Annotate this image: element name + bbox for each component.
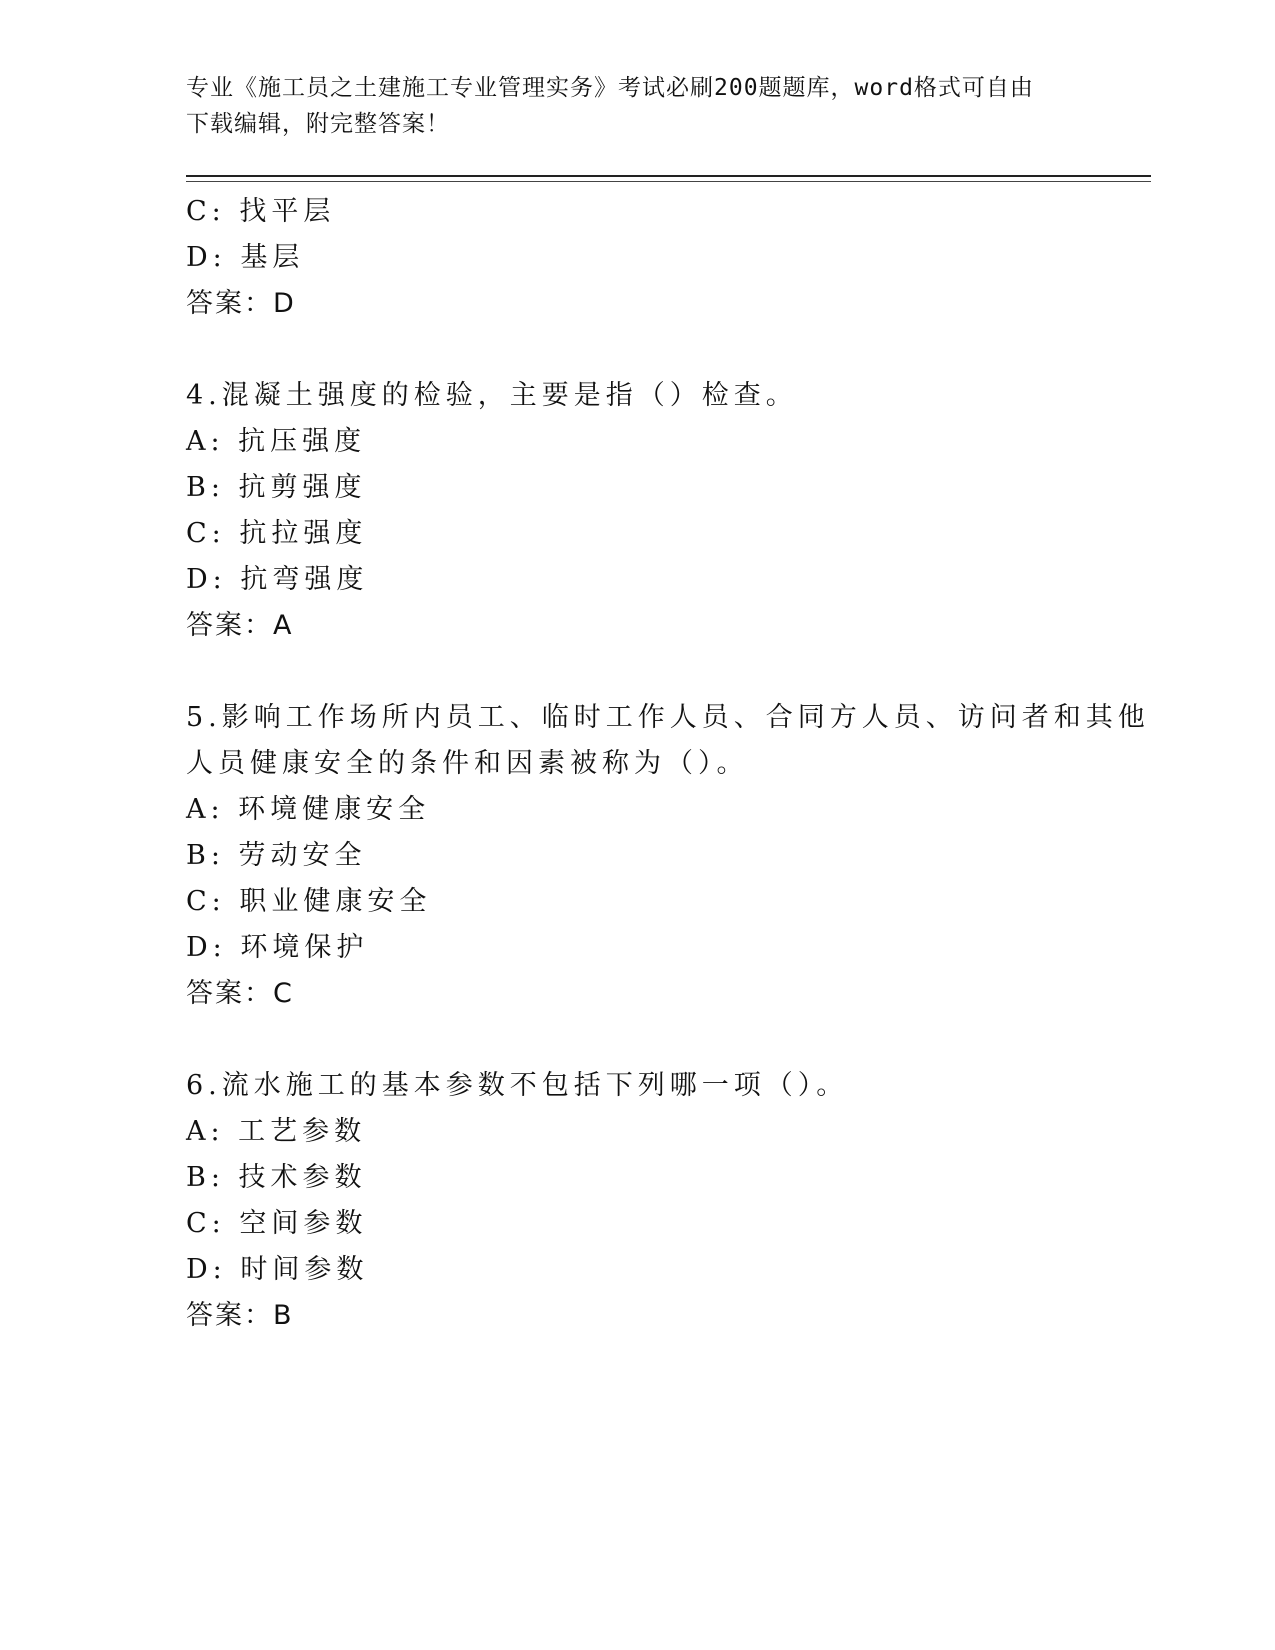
answer: 答案：B <box>186 1300 294 1331</box>
option-a: A: 环境健康安全 <box>186 794 431 825</box>
header-line-1: 专业《施工员之土建施工专业管理实务》考试必刷200题题库，word格式可自由 <box>186 75 1034 101</box>
option-a: A: 工艺参数 <box>186 1116 367 1147</box>
option-b: B: 技术参数 <box>186 1162 367 1193</box>
option-c: C: 抗拉强度 <box>186 518 368 549</box>
document-header <box>186 70 1086 142</box>
question-stem: 6.流水施工的基本参数不包括下列哪一项（）。 <box>186 1070 849 1101</box>
option-d: D: 基层 <box>186 242 305 273</box>
question-6 <box>186 1063 1086 1339</box>
option-c: C: 职业健康安全 <box>186 886 432 917</box>
question-list <box>186 189 1150 1339</box>
header-rule-thick <box>186 175 1151 177</box>
option-d: D: 环境保护 <box>186 932 369 963</box>
answer: 答案：C <box>186 978 294 1009</box>
question-stem-line-2: 人员健康安全的条件和因素被称为（）。 <box>186 748 749 779</box>
option-d: D: 抗弯强度 <box>186 564 369 595</box>
question-5 <box>186 695 1150 1017</box>
question-4 <box>186 373 1086 649</box>
question-stem-line-1: 5.影响工作场所内员工、临时工作人员、合同方人员、访问者和其他 <box>186 702 1150 733</box>
answer: 答案：D <box>186 288 296 319</box>
question-stem: 4.混凝土强度的检验，主要是指（）检查。 <box>186 380 798 411</box>
option-d: D: 时间参数 <box>186 1254 369 1285</box>
header-line-2: 下载编辑，附完整答案！ <box>186 111 450 137</box>
option-b: B: 劳动安全 <box>186 840 367 871</box>
option-c: C: 找平层 <box>186 196 336 227</box>
option-c: C: 空间参数 <box>186 1208 368 1239</box>
header-rule-thin <box>186 181 1151 182</box>
option-b: B: 抗剪强度 <box>186 472 367 503</box>
option-a: A: 抗压强度 <box>186 426 367 457</box>
question-3-tail <box>186 189 1086 327</box>
answer: 答案：A <box>186 610 294 641</box>
